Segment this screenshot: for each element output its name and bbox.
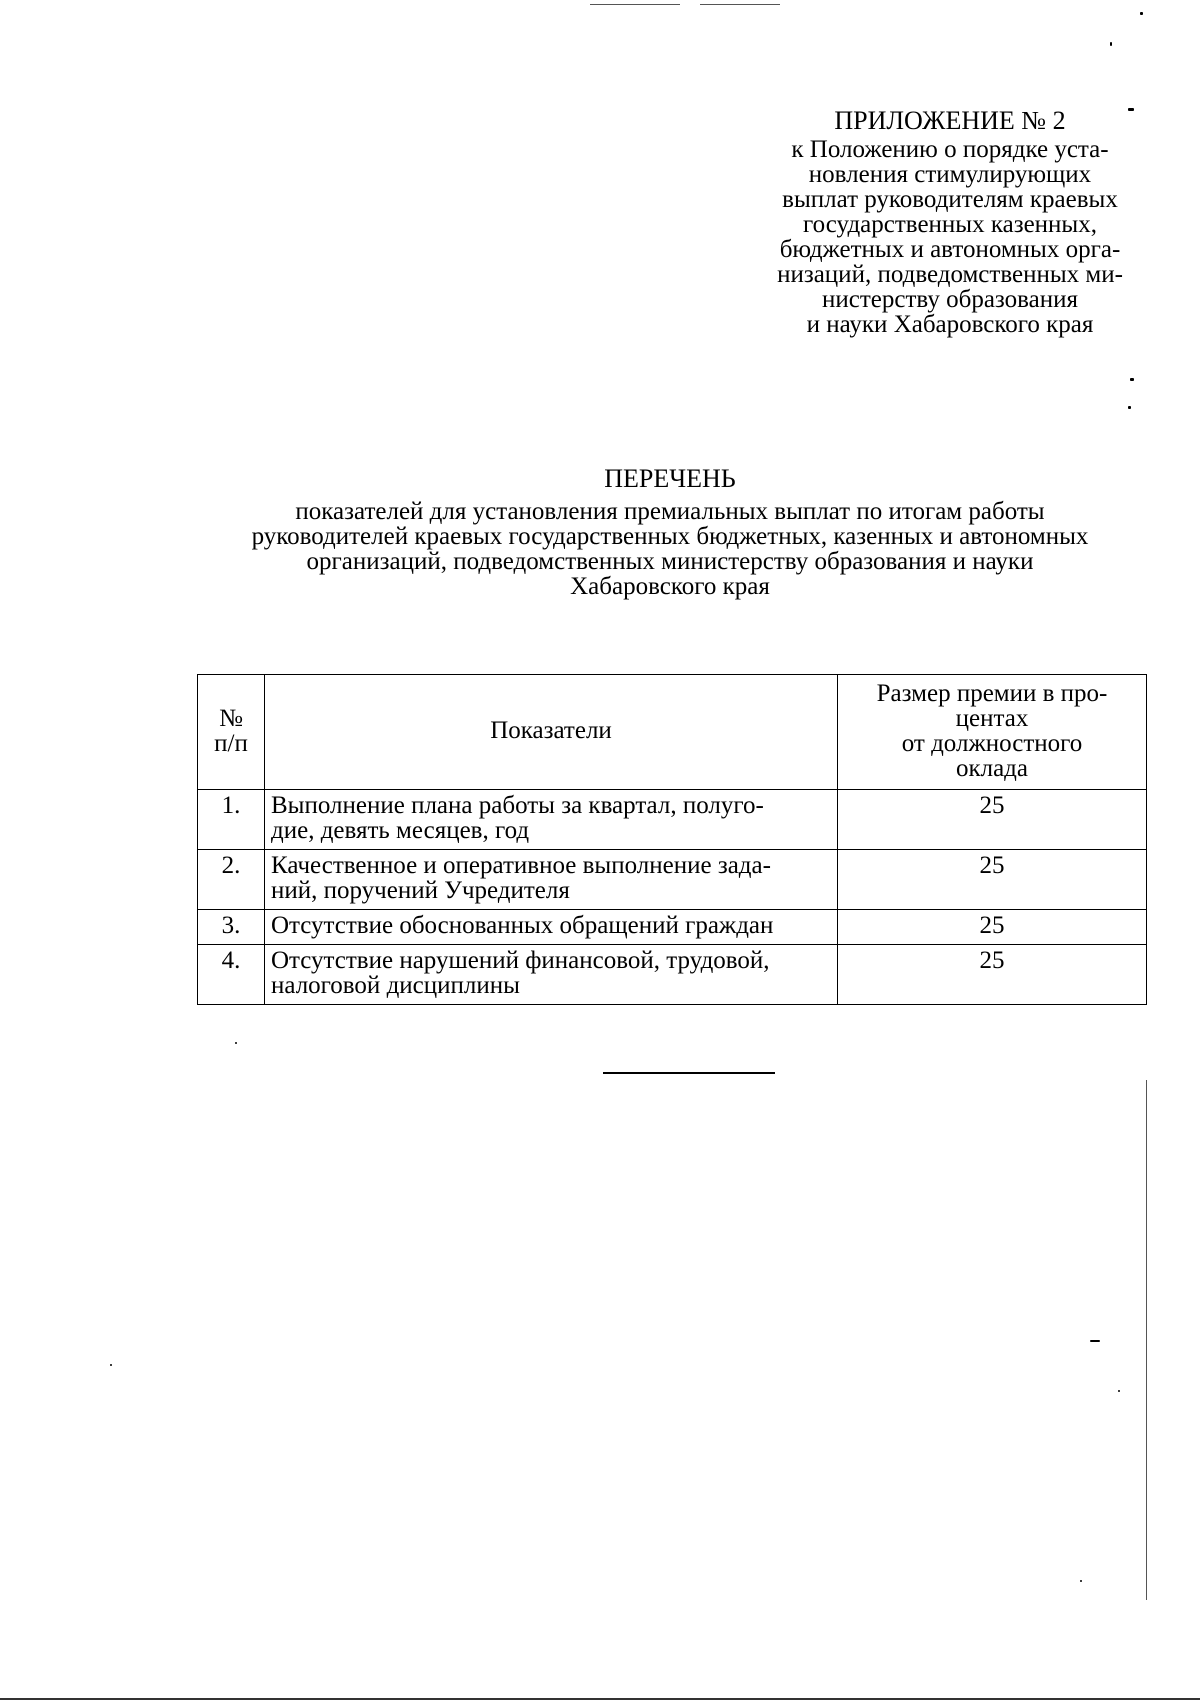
row-indicator-line: ний, поручений Учредителя [271,877,570,904]
appendix-line: государственных казенных, [803,211,1097,238]
row-indicator-line: налоговой дисциплины [271,972,520,999]
row-indicator [265,910,838,945]
row-num: 4. [198,945,265,1005]
scan-top-rule [590,4,680,5]
scan-top-rule [700,4,780,5]
header-percent [838,675,1147,790]
appendix-line: и науки Хабаровского края [806,311,1094,338]
row-percent: 25 [838,945,1147,1005]
indicators-table [197,674,1147,1005]
appendix-line: нистерству образования [822,286,1078,313]
appendix-line: бюджетных и автономных орга- [779,236,1121,263]
scan-speck [1130,378,1134,381]
row-indicator-line: Качественное и оперативное выполнение зада- [271,852,771,879]
table-row [198,945,1147,1005]
row-indicator-line: Выполнение плана работы за квартал, полуго- [271,792,764,819]
row-indicator-line: Отсутствие обоснованных обращений граждан [271,912,774,939]
scan-speck [1090,1340,1100,1342]
heading-title: ПЕРЕЧЕНЬ [604,464,736,493]
scan-right-edge [1146,1080,1147,1600]
row-num: 3. [198,910,265,945]
row-indicator [265,790,838,850]
header-percent-line: от должностного [901,729,1083,757]
appendix-line: выплат руководителям краевых [782,186,1118,213]
scan-bottom-rule [0,1698,1200,1700]
header-percent-line: оклада [955,754,1029,782]
table-header-row [198,675,1147,790]
row-indicator-line: дие, девять месяцев, год [271,817,530,844]
scan-speck [1118,1390,1120,1392]
heading-line: руководителей краевых государственных бюджетных, казенных и автономных [251,523,1089,550]
table-row [198,850,1147,910]
header-indicator: Показатели [265,675,838,790]
table-row [198,790,1147,850]
row-indicator [265,945,838,1005]
row-percent: 25 [838,910,1147,945]
document-end-rule [603,1072,775,1074]
header-percent-line: Размер премии в про- [876,679,1108,707]
row-num: 2. [198,850,265,910]
header-num [198,675,265,790]
header-num-line: п/п [214,729,248,757]
appendix-line: к Положению о порядке уста- [791,136,1109,163]
row-num: 1. [198,790,265,850]
scan-speck [235,1042,237,1044]
scan-speck [1140,12,1143,15]
appendix-block [740,108,1160,337]
appendix-line: новления стимулирующих [808,161,1092,188]
row-indicator [265,850,838,910]
header-num-line: № [219,704,243,732]
scan-speck [110,1364,112,1366]
row-percent: 25 [838,790,1147,850]
appendix-line: низаций, подведомственных ми- [777,261,1123,288]
scan-speck [1110,42,1112,46]
row-percent: 25 [838,850,1147,910]
scan-speck [1128,406,1131,409]
heading-line: показателей для установления премиальных выплат по итогам работы [295,498,1045,525]
table-row [198,910,1147,945]
heading-line: Хабаровского края [570,573,770,600]
heading-line: организаций, подведомственных министерству образования и науки [306,548,1034,575]
header-percent-line: центах [955,704,1029,732]
scan-speck [1080,1580,1082,1582]
appendix-title: ПРИЛОЖЕНИЕ № 2 [834,106,1066,135]
row-indicator-line: Отсутствие нарушений финансовой, трудовой, [271,947,770,974]
document-heading [190,466,1150,599]
